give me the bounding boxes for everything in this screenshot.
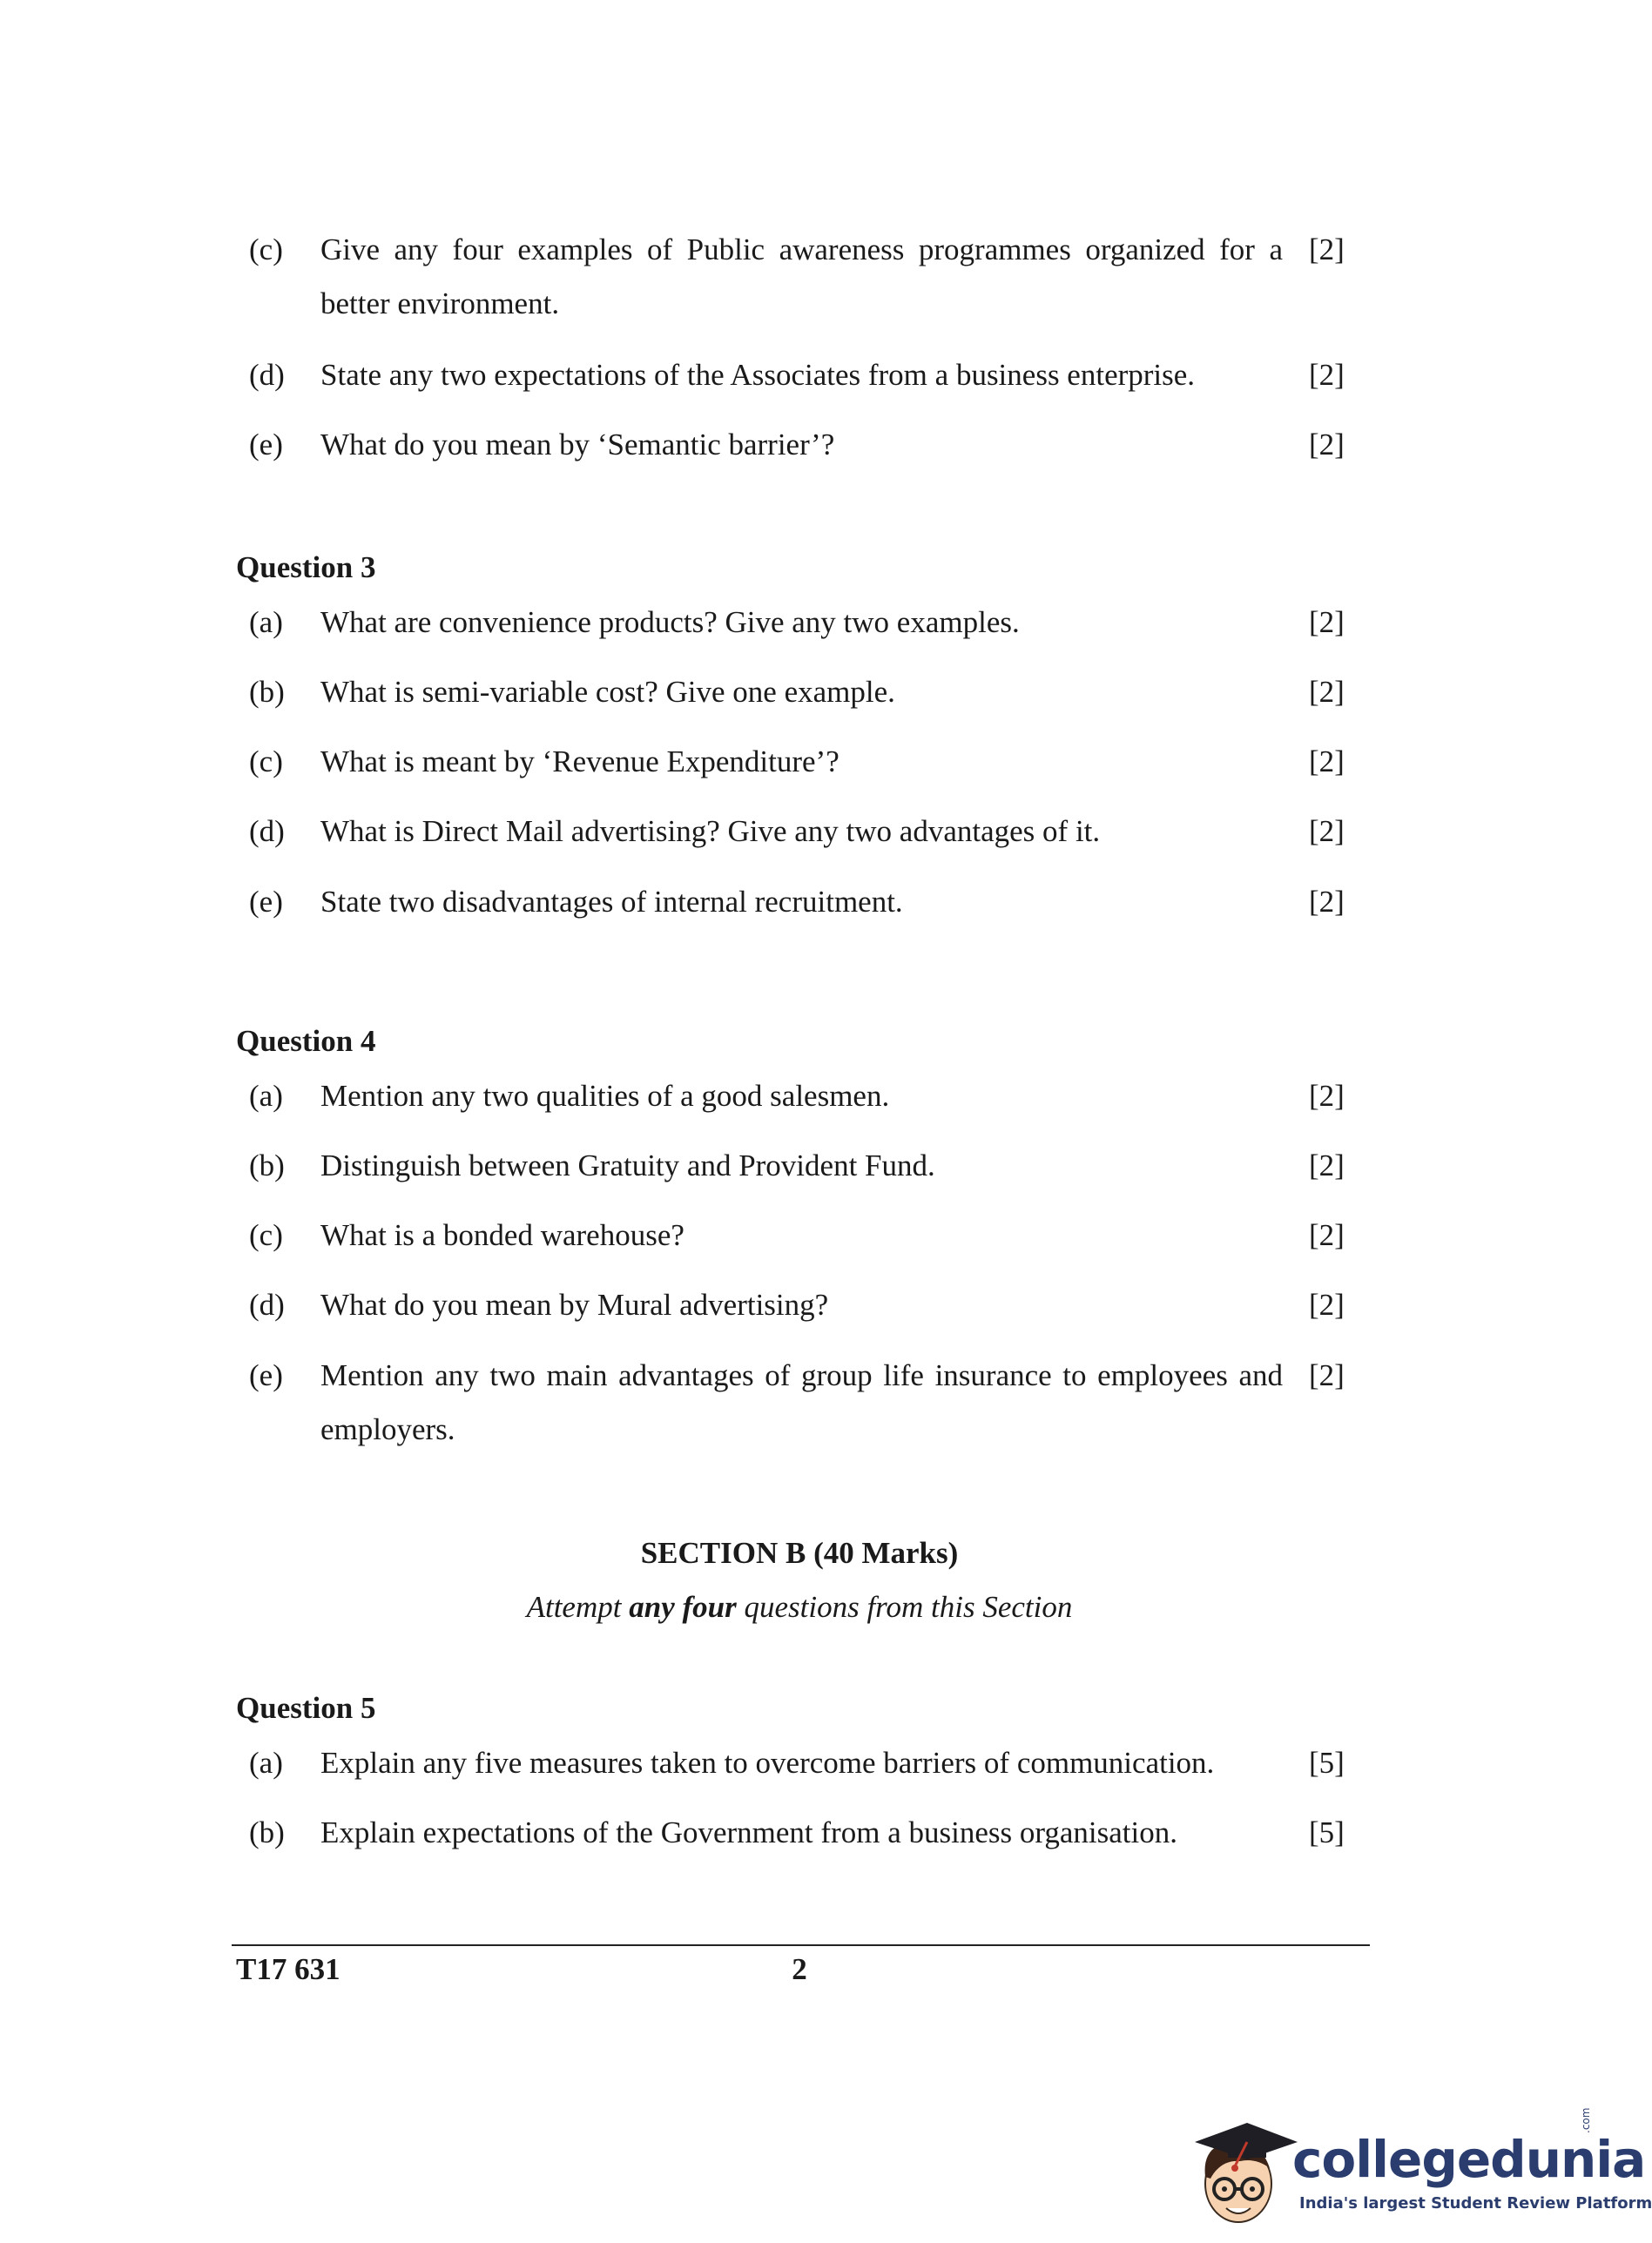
instruction-post: questions from this Section xyxy=(736,1590,1073,1624)
item-label: (d) xyxy=(249,1288,285,1322)
item-text: Explain expectations of the Government from a business organisation. xyxy=(320,1815,1177,1849)
item-label: (e) xyxy=(249,428,283,461)
item-label: (b) xyxy=(249,675,285,709)
item-text: What do you mean by Mural advertising? xyxy=(320,1288,829,1322)
item-marks: [2] xyxy=(1309,605,1345,639)
item-text: What is Direct Mail advertising? Give any two advantages of it. xyxy=(320,814,1101,848)
collegedunia-logo xyxy=(1186,2107,1652,2238)
item-label: (b) xyxy=(249,1148,285,1182)
instruction-pre: Attempt xyxy=(526,1590,630,1624)
paper-code: T17 631 xyxy=(236,1952,341,1986)
item-text: Distinguish between Gratuity and Provident Fund. xyxy=(320,1148,935,1182)
item-marks: [2] xyxy=(1309,1358,1345,1392)
section-instruction xyxy=(0,1588,1599,1627)
item-text: Mention any two main advantages of group life insurance to employees and employers. xyxy=(320,1358,1283,1446)
item-label: (b) xyxy=(249,1815,285,1849)
item-marks: [2] xyxy=(1309,1079,1345,1113)
item-label: (c) xyxy=(249,744,283,778)
item-label: (d) xyxy=(249,814,285,848)
item-marks: [5] xyxy=(1309,1746,1345,1780)
instruction-bold: any four xyxy=(629,1590,737,1624)
item-marks: [2] xyxy=(1309,232,1345,266)
item-marks: [2] xyxy=(1309,744,1345,778)
item-marks: [2] xyxy=(1309,358,1345,392)
question-heading: Question 5 xyxy=(236,1691,376,1725)
item-marks: [2] xyxy=(1309,1288,1345,1322)
item-text: Explain any five measures taken to overcome barriers of communication. xyxy=(320,1746,1215,1780)
logo-tagline: India's largest Student Review Platform xyxy=(1299,2194,1652,2213)
item-text: State any two expectations of the Associates from a business enterprise. xyxy=(320,358,1196,392)
item-text: Give any four examples of Public awareness programmes organized for a better environment. xyxy=(320,232,1283,320)
item-text: State two disadvantages of internal recruitment. xyxy=(320,885,903,919)
item-label: (a) xyxy=(249,1746,283,1780)
item-text: What is meant by ‘Revenue Expenditure’? xyxy=(320,744,839,778)
item-marks: [2] xyxy=(1309,814,1345,848)
item-text: Mention any two qualities of a good salesmen. xyxy=(320,1079,890,1113)
logo-wordmark: collegedunia xyxy=(1292,2130,1646,2189)
item-marks: [2] xyxy=(1309,1218,1345,1252)
item-label: (d) xyxy=(249,358,285,392)
footer-rule xyxy=(232,1944,1370,1946)
item-marks: [2] xyxy=(1309,675,1345,709)
logo-dot-com: .com xyxy=(1580,2107,1592,2133)
mascot-icon xyxy=(1186,2116,1299,2238)
item-text: What is a bonded warehouse? xyxy=(320,1218,684,1252)
question-heading: Question 4 xyxy=(236,1024,376,1058)
item-marks: [5] xyxy=(1309,1815,1345,1849)
item-marks: [2] xyxy=(1309,1148,1345,1182)
section-title: SECTION B (40 Marks) xyxy=(640,1536,959,1570)
page-number: 2 xyxy=(792,1952,807,1986)
item-label: (a) xyxy=(249,1079,283,1113)
item-label: (a) xyxy=(249,605,283,639)
question-heading: Question 3 xyxy=(236,550,376,584)
item-label: (c) xyxy=(249,1218,283,1252)
item-label: (c) xyxy=(249,232,283,266)
item-text: What do you mean by ‘Semantic barrier’? xyxy=(320,428,835,461)
item-label: (e) xyxy=(249,1358,283,1392)
item-marks: [2] xyxy=(1309,428,1345,461)
item-text: What are convenience products? Give any two examples. xyxy=(320,605,1020,639)
item-marks: [2] xyxy=(1309,885,1345,919)
item-text: What is semi-variable cost? Give one example. xyxy=(320,675,895,709)
item-label: (e) xyxy=(249,885,283,919)
